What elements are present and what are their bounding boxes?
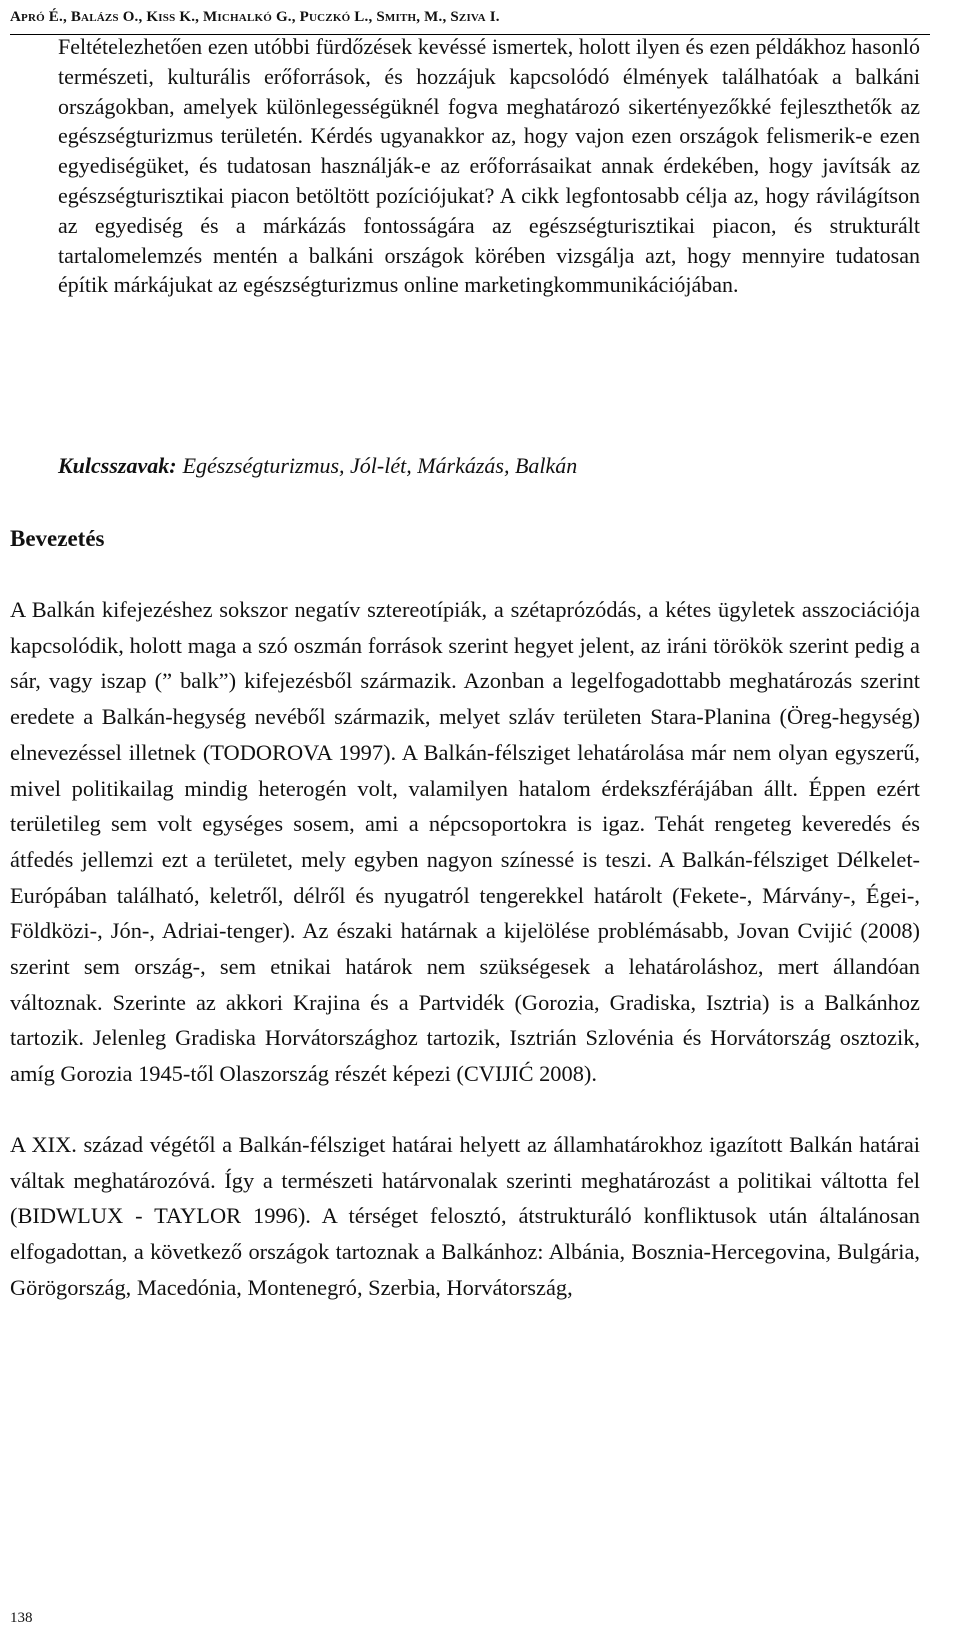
running-header-authors: Apró É., Balázs O., Kiss K., Michalkó G., Puczkó L., Smith, M., Sziva I. [10,9,500,25]
section-title-introduction: Bevezetés [10,526,105,551]
running-header [10,4,930,35]
keywords-label: Kulcsszavak: [58,453,177,478]
body-text [10,592,920,1305]
body-paragraph-1: A Balkán kifejezéshez sokszor negatív sztereotípiák, a szétaprózódás, a kétes ügyletek asszociációja kapcsolódik, holott maga a szó oszmán források szerint hegyet jelent, az iráni törökök szerint pedig a sár, vagy iszap (” balk”) kifejezésből származik. Azonban a legelfogadottabb meghatározás szerint eredete a Balkán-hegység nevéből származik, melyet szláv területen Stara-Planina (Öreg-hegység) elnevezéssel illetnek (TODOROVA 1997). A Balkán-félsziget lehatárolása már nem olyan egyszerű, mivel politikailag mindig heterogén volt, valamilyen hatalom érdekszférájában állt. Éppen ezért területileg sem volt egységes sosem, ami a népcsoportokra is igaz. Tehát rengeteg keveredés és átfedés jellemzi ezt a területet, mely egyben nagyon színessé is teszi. A Balkán-félsziget Délkelet-Európában található, keletről, délről és nyugatról tengerekkel határolt (Fekete-, Márvány-, Égei-, Földközi-, Jón-, Adriai-tenger). Az északi határnak a kijelölése problémásabb, Jovan Cvijić (2008) szerint sem ország-, sem etnikai határok nem szükségesek a lehatároláshoz, mert állandóan változnak. Szerinte az akkori Krajina és a Partvidék (Gorozia, Gradiska, Isztria) is a Balkánhoz tartozik. Jelenleg Gradiska Horvátországhoz tartozik, Isztrián Szlovénia és Horvátország osztozik, amíg Gorozia 1945-től Olaszország részét képezi (CVIJIĆ 2008). [10,597,920,1087]
keywords [58,451,920,481]
body-paragraph-2: A XIX. század végétől a Balkán-félsziget határai helyett az államhatárokhoz igazított Balkán határai váltak meghatározóvá. Így a természeti határvonalak szerinti meghatározást a politikai váltotta fel (BIDWLUX - TAYLOR 1996). A térséget felosztó, átstrukturáló konfliktusok után általánosan elfogadottan, a következő országok tartoznak a Balkánhoz: Albánia, Bosznia-Hercegovina, Bulgária, Görögország, Macedónia, Montenegró, Szerbia, Horvátország, [10,1131,920,1300]
page-number: 138 [10,1610,33,1626]
keywords-value: Egészségturizmus, Jól-lét, Márkázás, Balkán [182,453,578,478]
abstract [58,32,920,300]
abstract-text: Feltételezhetően ezen utóbbi fürdőzések kevéssé ismertek, holott ilyen és ezen példákhoz hasonló természeti, kulturális erőforrások, és hozzájuk kapcsolódó élmények találhatóak a balkáni országokban, amelyek különlegességüknél fogva meghatározó sikertényezőkké fejleszthetők az egészségturizmus területén. Kérdés ugyanakkor az, hogy vajon ezen országok felismerik-e ezen egyediségüket, és tudatosan használják-e az erőforrásaikat annak érdekében, hogy javítsák az egészségturisztikai piacon betöltött pozíciójukat? A cikk legfontosabb célja az, hogy rávilágítson az egyediség és a márkázás fontosságára az egészségturisztikai piacon, és strukturált tartalomelemzés mentén a balkáni országok körében vizsgálja azt, hogy mennyire tudatosan építik márkájukat az egészségturizmus online marketingkommunikációjában. [58,34,920,298]
